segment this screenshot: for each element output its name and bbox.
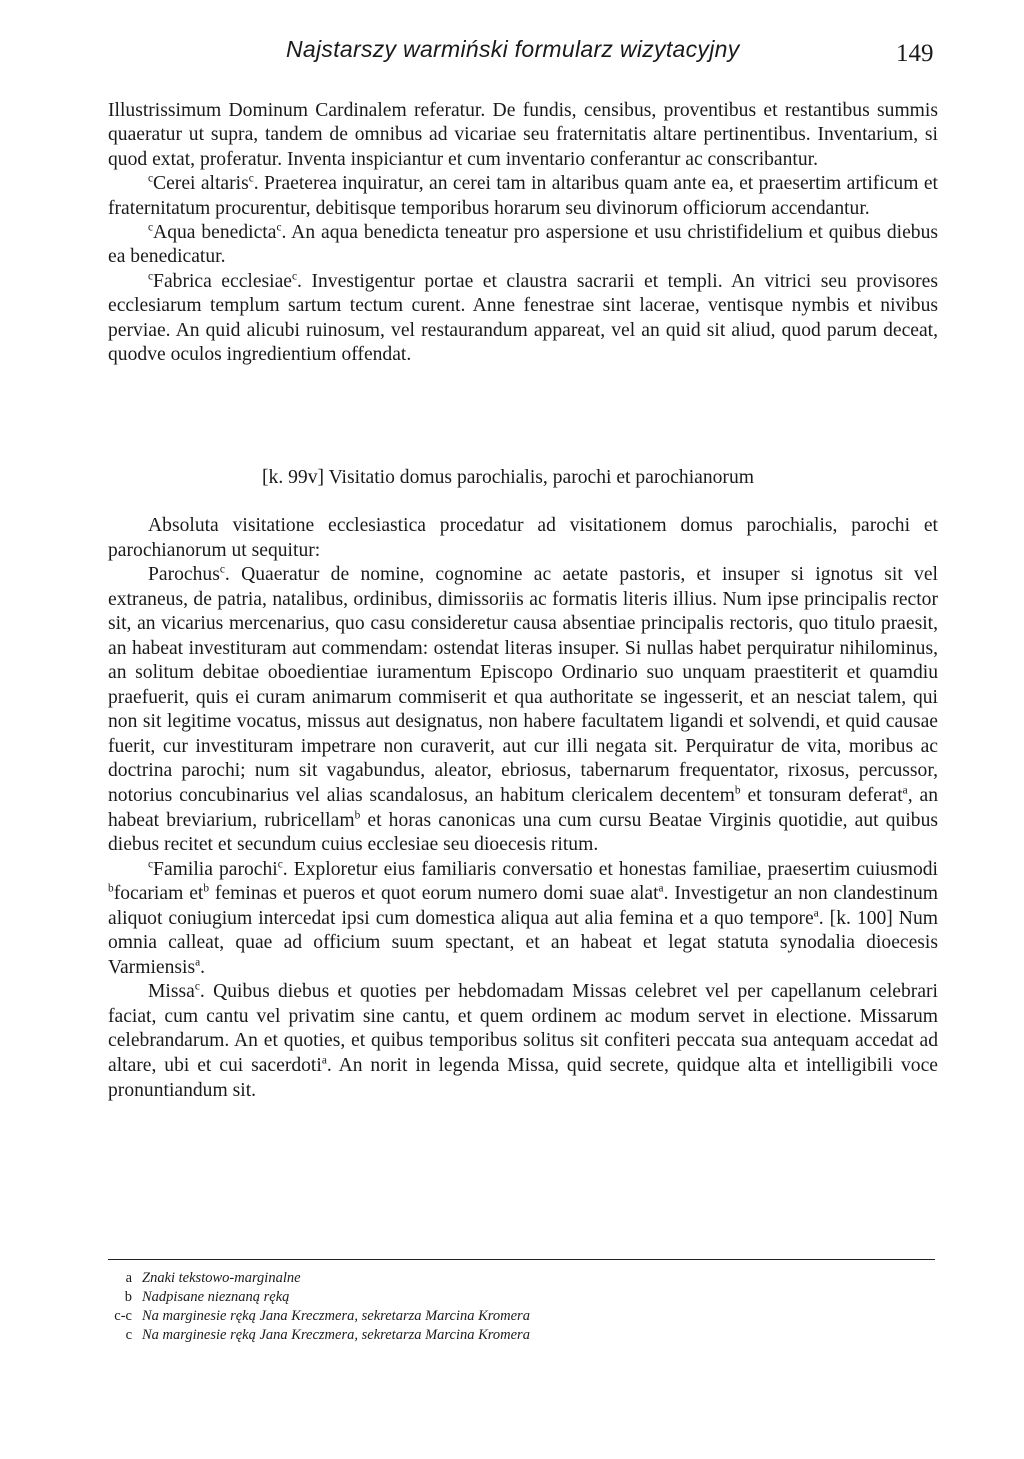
footnote — [96, 1307, 530, 1326]
paragraph-text: . An norit in legenda Missa, quid secrete, quidque alta et intelligibili voce pronuntiandum sit. — [108, 1055, 938, 1101]
footnote-mark: a — [125, 1270, 132, 1286]
footnote-mark: c — [125, 1327, 132, 1343]
footnote — [96, 1288, 530, 1307]
page-number: 149 — [896, 40, 934, 67]
paragraph-missa — [108, 980, 938, 1103]
paragraph-text: . Quibus diebus et quoties per hebdomadam Missas celebret vel per capellanum celebrari faciat, cum cantu vel privatim sine cantu, et quem ordinem ac modum servet in electione. Missarum celebrandarum. An et quoties, et quibus temporibus solitus sit confiteri peccata sua antequam accedat ad altare, ubi et cui sacerdoti — [108, 981, 938, 1077]
paragraph-parochus — [108, 563, 938, 858]
rubric-title: Aqua benedicta — [153, 222, 277, 244]
paragraph-familia-parochi — [108, 858, 938, 981]
rubric-title: Familia parochi — [153, 858, 278, 880]
footnote-text: Na marginesie ręką Jana Kreczmera, sekretarza Marcina Kromera — [142, 1327, 530, 1343]
siglum: b — [203, 882, 210, 895]
siglum: a — [813, 907, 819, 920]
paragraph-text: et horas canonicas una cum cursu Beatae Virginis quotidie, aut quibus diebus recitet et secundum cuius ecclesiae seu dioecesis ritum. — [108, 809, 939, 856]
footnote-divider — [108, 1259, 935, 1260]
rubric-title: Fabrica ecclesiae — [153, 270, 292, 292]
paragraph-inventarium: Illustrissimum Dominum Cardinalem referatur. De fundis, censibus, proventibus et restantibus summis quaeratur ut supra, tandem de omnibus ad vicariae seu fraternitatis altare pertinentibus. Inventarium, si quod extat, proferatur. Inventa inspiciantur et cum inventario conferantur ac conscribantur. — [108, 100, 938, 170]
footnote-text: Na marginesie ręką Jana Kreczmera, sekretarza Marcina Kromera — [142, 1308, 530, 1324]
rubric-title: Missa — [148, 981, 195, 1003]
footnotes — [96, 1269, 530, 1345]
siglum: a — [658, 882, 664, 895]
siglum: c — [276, 221, 282, 234]
paragraph-text: feminas et pueros et quot eorum numero domi suae alat — [209, 883, 659, 905]
footnote — [96, 1326, 530, 1345]
running-title: Najstarszy warmiński formularz wizytacyjny — [286, 36, 740, 62]
section-heading: [k. 99v] Visitatio domus parochialis, parochi et parochianorum — [262, 467, 754, 488]
siglum: c — [148, 270, 154, 283]
footnote-text: Nadpisane nieznaną ręką — [142, 1289, 290, 1305]
paragraph-text: . — [200, 956, 206, 978]
paragraph-text: . An aqua benedicta teneatur pro aspersione et usu christifidelium et quibus diebus ea benedicatur. — [108, 222, 938, 268]
footnote-mark: c-c — [114, 1308, 132, 1324]
siglum: c — [219, 563, 225, 576]
paragraph-text: . Investigetur an non clandestinum aliquot coniugium intercedat ipsi cum domestica aliqua aut alia femina et a quo tempore — [108, 883, 938, 929]
rubric-title: Cerei altaris — [153, 173, 249, 195]
siglum: b — [734, 784, 741, 797]
paragraph-text: , an habeat breviarium, rubricellam — [108, 785, 938, 831]
paragraph-text: . Quaeratur de nomine, cognomine ac aetate pastoris, et insuper si ignotus sit vel extraneus, de patria, natalibus, ordinibus, dimissoriis ac formatis literis illius. Num ipse principalis rector sit, an vicarius mercenarius, quo casu consideretur causa absentiae principalis rectoris, quo titulo praesit, an habeat investituram aut commendam: ostendat literas insuper. Si nullas habet perquiratur nihilominus, an solitum debitae oboedientiae iuramentum Episcopo Ordinario suo unquam praestiterit et quamdiu praefuerit, quis ei curam animarum commiserit et qua authoritate se ingesserit, et an nesciat talem, qui non sit legitime vocatus, missus aut designatus, non habere facultatem ligandi et solvendi, et quid causae fuerit, cur investituram impetrare non curaverit, aut cur illi negata sit. Perquiratur de vita, moribus ac doctrina parochi; num sit vagabundus, aleator, ebriosus, tabernarum frequentator, rixosus, percussor, notorius concubinarius vel alias scandalosus, an habitum clericalem decentem — [108, 564, 938, 807]
siglum: b — [354, 809, 361, 822]
paragraph-text: . [k. 100] Num omnia calleat, quae ad officium suum spectant, et an habeat et legat statuta synodalia dioecesis Varmiensis — [108, 907, 938, 978]
siglum: c — [194, 980, 200, 993]
paragraph-fabrica-ecclesiae — [108, 270, 938, 368]
footnote-text: Znaki tekstowo-marginalne — [142, 1270, 301, 1286]
footnote-mark: b — [124, 1289, 132, 1305]
siglum: c — [292, 270, 298, 283]
siglum: a — [902, 784, 908, 797]
siglum: c — [148, 221, 154, 234]
siglum: c — [148, 172, 154, 185]
paragraph-intro: Absoluta visitatione ecclesiastica procedatur ad visitationem domus parochialis, parochi et parochianorum ut sequitur: — [108, 515, 938, 561]
paragraph-text: focariam et — [113, 883, 204, 905]
paragraph-cerei-altaris — [108, 172, 938, 221]
paragraph-text: . Investigentur portae et claustra sacrarii et templi. An vitrici seu provisores ecclesiarum templum sartum tectum curent. Anne fenestrae sint lacerae, ventisque nymbis et nivibus perviae. An quid alicubi ruinosum, vel restaurandum appareat, vel an quid sit aliud, quod parum deceat, quodve oculos ingredientium offendat. — [108, 270, 938, 366]
siglum: a — [321, 1054, 327, 1067]
paragraph-aqua-benedicta — [108, 221, 938, 270]
siglum: b — [108, 882, 114, 895]
top-text-block — [108, 99, 938, 367]
paragraph-text: . Exploretur eius familiaris conversatio et honestas familiae, praesertim cuiusmodi — [282, 858, 938, 880]
siglum: c — [277, 858, 283, 871]
siglum: c — [248, 172, 254, 185]
siglum: a — [195, 956, 201, 969]
main-text-block — [108, 514, 938, 1103]
rubric-title: Parochus — [148, 564, 220, 586]
footnote — [96, 1269, 530, 1288]
paragraph-text: et tonsuram deferat — [740, 785, 903, 807]
siglum: c — [148, 858, 154, 871]
paragraph-text: . Praeterea inquiratur, an cerei tam in altaribus quam ante ea, et praesertim artificum et fraternitatum procurentur, debitisque temporibus horarum seu divinorum officiorum accendantur. — [108, 173, 938, 219]
